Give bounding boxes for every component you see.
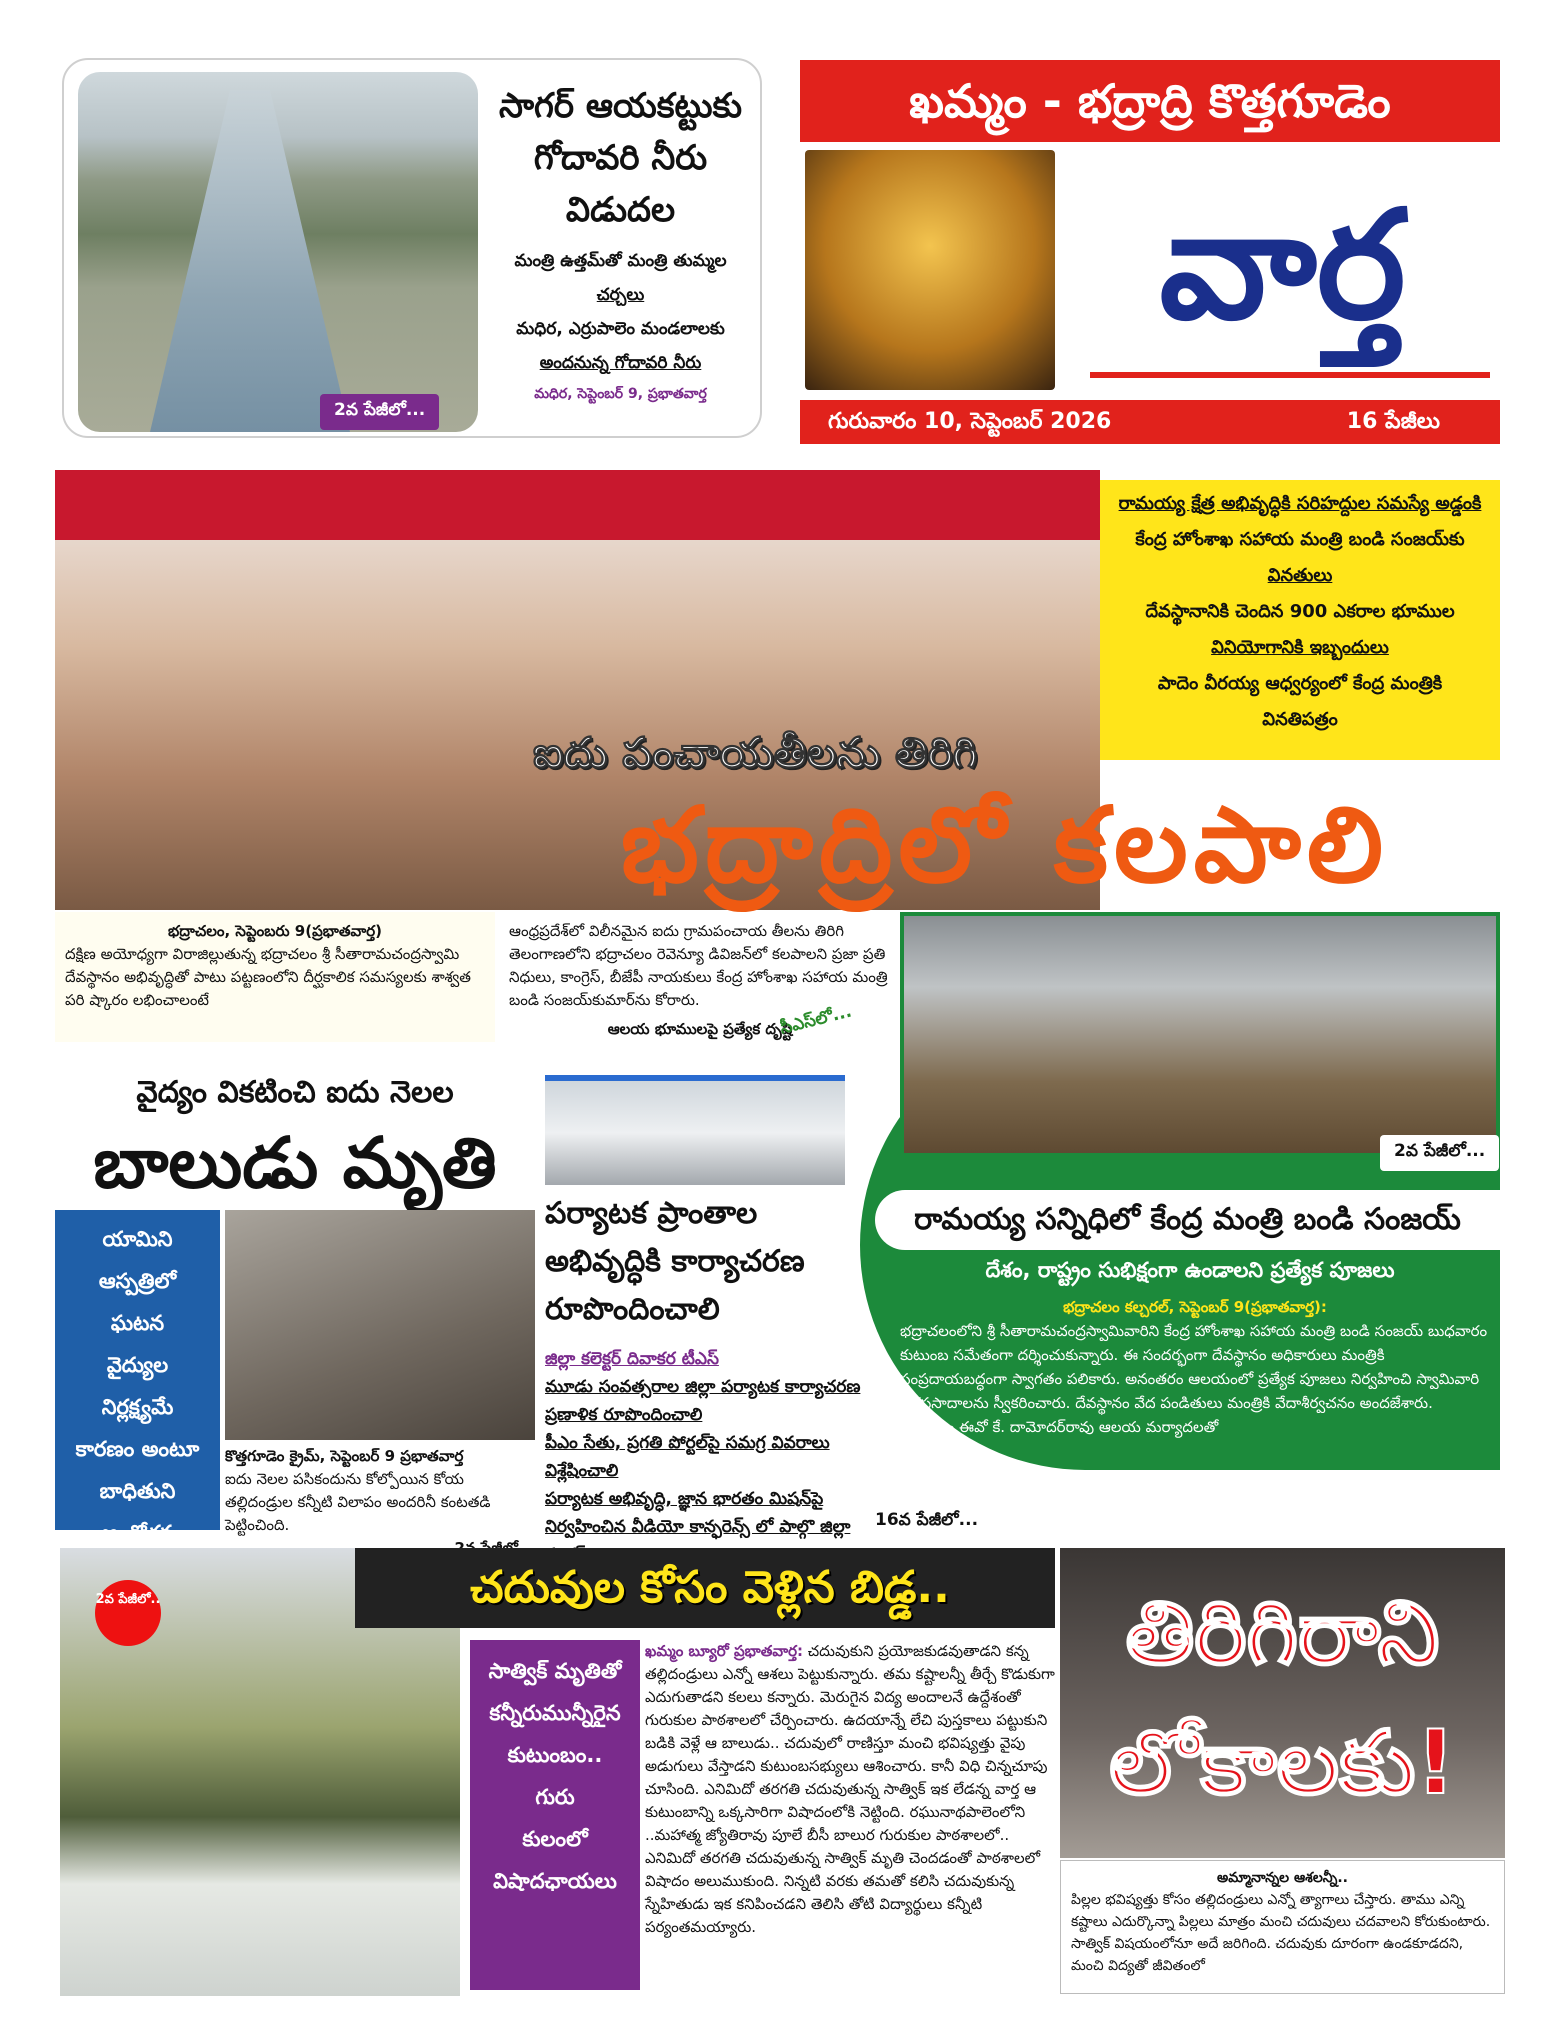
bottom-story-page-badge[interactable]: 2వ పేజీలో.. <box>95 1580 161 1646</box>
top-story-line-3: మధిర, ఎర్రుపాలెం మండలాలకు <box>516 319 725 339</box>
main-story-dateline: భద్రాచలం, సెప్టెంబరు 9(ప్రభాతవార్త) <box>168 922 382 940</box>
sidebar-line: గురు <box>535 1785 575 1809</box>
green-story-dateline: భద్రాచలం కల్చరల్, సెప్టెంబర్ 9(ప్రభాతవార్త): <box>1063 1298 1327 1316</box>
sidebar-line: కుటుంబం.. <box>507 1743 603 1767</box>
sidebar-line: ఘటన <box>110 1311 165 1335</box>
death-story-body-text: ఐదు నెలల పసికందును కోల్పోయిన కోయ తల్లిదండ్రుల కన్నీటి విలాపం అందరినీ కంటతడి పెట్టించింది. <box>225 1470 491 1534</box>
green-story-photo <box>900 912 1500 1157</box>
main-story-subhead: ఆలయ భూములపై ప్రత్యేక దృష్టి <box>607 1020 793 1038</box>
bottom-story-headline: చదువుల కోసం వెళ్లిన బిడ్డ.. <box>470 1562 950 1613</box>
main-story-continue-link[interactable]: సీఎస్‌లో... <box>778 1001 854 1039</box>
top-story-more-link[interactable]: 2వ పేజీలో... <box>320 394 439 430</box>
sidebar-line: కులంలో <box>522 1827 588 1851</box>
highlight-line: వినతిపత్రం <box>1262 709 1338 730</box>
main-story-body-left <box>55 912 495 1042</box>
sidebar-line: నిర్లక్ష్యమే <box>101 1395 174 1419</box>
highlight-line: వినియోగానికి ఇబ్బందులు <box>1211 637 1389 658</box>
sidebar-line: యామిని <box>102 1227 173 1251</box>
green-story-subheadline: దేశం, రాష్ట్రం సుభిక్షంగా ఉండాలని ప్రత్యేక పూజలు <box>985 1258 1395 1282</box>
bottom-story-body-text: చదువుకుని ప్రయోజకుడవుతాడని కన్న తల్లిదండ్రులు ఎన్నో ఆశలు పెట్టుకున్నారు. తమ కష్టాలన్నీ తీర్చే కొడుకుగా ఎదుగుతాడని కలలు కన్నారు. మెరుగైన విద్య అందాలనే ఉద్దేశంతో గురుకుల పాఠశాలలో చేర్పించారు. ఉదయాన్నే లేచి పుస్తకాలు పట్టుకుని బడికి వెళ్లే ఆ బాలుడు.. చదువులో రాణిస్తూ మంచి భవిష్యత్తు వైపు అడుగులు వేస్తాడని కుటుంబసభ్యులు ఆశించారు. కానీ విధి చిన్నచూపు చూసింది. ఎనిమిదో తరగతి చదువుతున్న సాత్విక్ ఇక లేడన్న వార్త ఆ కుటుంబాన్ని ఒక్కసారిగా విషాదంలోకి నెట్టింది. రఘునాథపాలెంలోని ..మహాత్మ జ్యోతిరావు పూలే బీసీ బాలుర గురుకుల పాఠశాలలో.. ఎనిమిదో తరగతి చదువుతున్న సాత్విక్ మృతి చెందడంతో పాఠశాలలో విషాదం అలుముకుంది. నిన్నటి వరకు తమతో కలిసి చదువుకున్న స్నేహితుడు ఇక కనిపించడని తెలిసి తోటి విద్యార్థులు కన్నీటి పర్యంతమయ్యారు. <box>645 1642 1055 1936</box>
tourism-point: పర్యాటక అభివృద్ధి, జ్ఞాన భారతం మిషన్‌పై నిర్వహించిన వీడియో కాన్ఫరెన్స్ లో పాల్గొ జిల్లా <box>545 1489 851 1537</box>
edition-banner: ఖమ్మం - భద్రాద్రి కొత్తగూడెం <box>800 60 1500 142</box>
sidebar-line: వైద్యుల <box>106 1353 169 1377</box>
tourism-more-link[interactable]: 16వ పేజీలో... <box>875 1510 979 1530</box>
masthead-dateline <box>800 400 1500 444</box>
top-story-dateline: మధిర, సెప్టెంబర్ 9, ప్రభాతవార్త <box>534 386 707 402</box>
green-story-more-link[interactable]: 2వ పేజీలో... <box>1380 1135 1499 1171</box>
death-story-headline: బాలుడు మృతి <box>93 1122 497 1204</box>
sidebar-line: విషాదఛాయలు <box>493 1869 617 1893</box>
page-count: 16 పేజీలు <box>1346 409 1440 434</box>
tourism-point: మూడు సంవత్సరాల జిల్లా పర్యాటక కార్యాచరణ ప్రణాళిక రూపొందించాలి <box>545 1377 861 1425</box>
top-story-headline <box>488 80 753 408</box>
highlight-line: దేవస్థానానికి చెందిన 900 ఎకరాల భూముల <box>1145 601 1455 622</box>
highlight-line: రామయ్య క్షేత్ర అభివృద్ధికి సరిహద్దుల సమస్యే అడ్డంకి <box>1118 493 1482 514</box>
bottom-side-column <box>1060 1860 1505 1994</box>
highlight-line: కేంద్ర హోంశాఖ సహాయ మంత్రి బండి సంజయ్‌కు <box>1135 529 1465 550</box>
main-story-kicker: ఐదు పంచాయతీలను తిరిగి <box>532 728 978 777</box>
main-story-headline: భద్రాద్రిలో కలపాలి <box>620 784 1390 906</box>
highlight-line: వినతులు <box>1267 565 1333 586</box>
sidebar-line: సాత్విక్ మృతితో <box>488 1659 622 1683</box>
top-story-line-1: మంత్రి ఉత్తమ్‌తో మంత్రి తుమ్మల <box>514 251 727 271</box>
highlight-line: పాదెం వీరయ్య ఆధ్వర్యంలో కేంద్ర మంత్రికి <box>1157 673 1443 694</box>
main-photo-banner-strip <box>55 470 1100 540</box>
sidebar-line: కన్నీరుమున్నీరైన <box>489 1701 621 1725</box>
sidebar-line: బాధితుని <box>99 1479 176 1503</box>
death-story-kicker: వైద్యం వికటించి ఐదు నెలల <box>136 1075 454 1110</box>
main-story-body-text-2: ఆంధ్రప్రదేశ్‌లో విలీనమైన ఐదు గ్రామపంచాయ తీలను తిరిగి తెలంగాణలోని భద్రాచలం రెవెన్యూ డివిజన్‌లో కలపాలని ప్రజా ప్రతి నిధులు, కాంగ్రెస్, బీజేపీ నాయకులు కేంద్ర హోంశాఖ సహాయ మంత్రి బండి సంజయ్‌కుమార్‌ను కోరారు. <box>509 922 888 1009</box>
death-story-sidebar <box>55 1210 220 1545</box>
bottom-story-lead: ఖమ్మం బ్యూరో ప్రభాతవార్త: <box>645 1642 803 1660</box>
sidebar-line: కారణం అంటూ <box>75 1437 200 1461</box>
video-conference-photo <box>545 1075 845 1185</box>
main-story-body-text: దక్షిణ అయోధ్యగా విరాజిల్లుతున్న భద్రాచలం శ్రీ సీతారామచంద్రస్వామి దేవస్థానం అభివృద్ధితో పాటు పట్టణంలోని దీర్ఘకాలిక సమస్యలకు శాశ్వత పరి ష్కారం లభించాలంటే <box>65 945 471 1009</box>
sidebar-line: ఆందోళన <box>100 1521 175 1545</box>
temple-deity-photo <box>805 150 1055 390</box>
side-column-body: పిల్లల భవిష్యత్తు కోసం తల్లిదండ్రులు ఎన్నో త్యాగాలు చేస్తారు. తాము ఎన్ని కష్టాలు ఎదుర్కొన్నా పిల్లలు మాత్రం మంచి చదువులు చదవాలని కోరుకుంటారు. సాత్విక్ విషయంలోనూ అదే జరిగింది. చదువుకు దూరంగా ఉండకూడదని, మంచి విద్యతో జీవితంలో <box>1071 1892 1491 1974</box>
hospital-protest-photo <box>225 1210 535 1440</box>
side-column-title: అమ్మానాన్నల ఆశలన్నీ.. <box>1217 1870 1348 1886</box>
newspaper-logo: వార్త <box>1159 177 1406 353</box>
green-story-body-text: భద్రాచలంలోని శ్రీ సీతారామచంద్రస్వామివారిని కేంద్ర హోంశాఖ సహాయ మంత్రి బండి సంజయ్ బుధవారం కుటుంబ సమేతంగా దర్శించుకున్నారు. ఈ సందర్భంగా దేవస్థానం అధికారులు మంత్రికి సంప్రదాయబద్ధంగా స్వాగతం పలికారు. అనంతరం ఆలయంలో ప్రత్యేక పూజలు నిర్వహించి స్వామివారి తీర్థప్రసాదాలను స్వీకరించారు. దేవస్థానం వేద పండితులు మంత్రికి వేదాశీర్వచనం అందజేశారు. దేవస్థానం ఈవో కే. దామోదర్‌రావు ఆలయ మర్యాదలతో <box>900 1322 1488 1436</box>
tourism-story-points <box>545 1345 875 1569</box>
sidebar-line: ఆస్పత్రిలో <box>98 1269 177 1293</box>
bottom-story-body <box>645 1640 1055 1939</box>
main-story-highlights <box>1100 480 1500 760</box>
tourism-point: పీఎం సేతు, ప్రగతి పోర్టల్‌పై సమగ్ర వివరాలు విశ్లేషించాలి <box>545 1433 830 1481</box>
tourism-story-headline: పర్యాటక ప్రాంతాల అభివృద్ధికి కార్యాచరణ రూపొందించాలి <box>545 1196 805 1327</box>
bottom-story-sidebar <box>470 1640 640 1990</box>
logo-underline <box>1090 372 1490 378</box>
green-story-headline: రామయ్య సన్నిధిలో కేంద్ర మంత్రి బండి సంజయ్ <box>875 1190 1500 1250</box>
death-story-body <box>225 1445 535 1560</box>
bottom-story-big-headline: తిరిగిరాని లోకాలకు! <box>1060 1548 1505 1858</box>
green-story-body <box>900 1295 1490 1439</box>
top-story-line-4: అందనున్న గోదావరి నీరు <box>539 353 702 373</box>
tourism-byline: జిల్లా కలెక్టర్ దివాకర టీఎస్ <box>545 1349 719 1369</box>
issue-date: గురువారం 10, సెప్టెంబర్ 2026 <box>828 409 1112 434</box>
top-story-headline-text: సాగర్ ఆయకట్టుకు గోదావరి నీరు విడుదల <box>498 86 742 230</box>
death-story-dateline: కొత్తగూడెం క్రైమ్, సెప్టెంబర్ 9 ప్రభాతవార్త <box>225 1447 464 1465</box>
top-story-line-2: చర్చలు <box>596 285 645 305</box>
